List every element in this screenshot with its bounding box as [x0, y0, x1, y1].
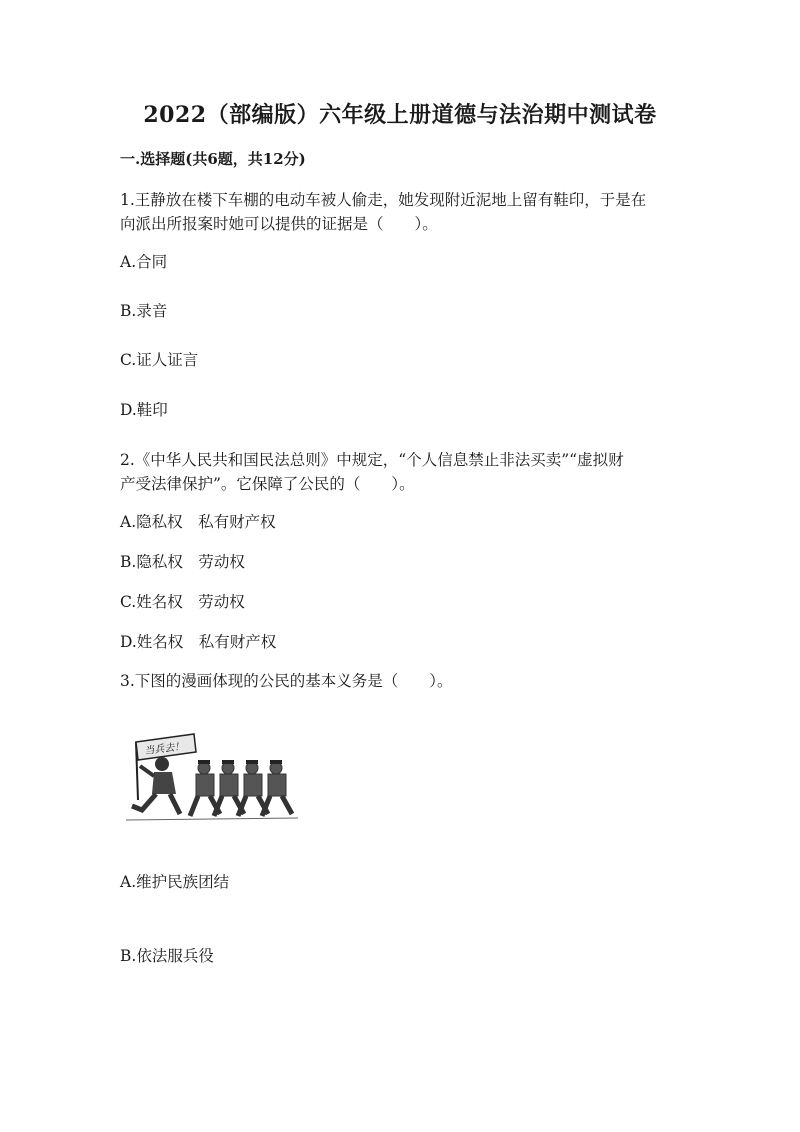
q2-option-a: A.隐私权 私有财产权 — [120, 513, 276, 531]
page-title: 2022（部编版）六年级上册道德与法治期中测试卷 — [143, 102, 657, 128]
q2-stem-line-1: 2.《中华人民共和国民法总则》中规定，“个人信息禁止非法买卖”“虚拟财 — [120, 451, 624, 469]
q1-option-c: C.证人证言 — [120, 351, 199, 369]
q2-stem-line-2: 产受法律保护”。它保障了公民的（ ）。 — [120, 475, 415, 493]
q1-stem-line-2: 向派出所报案时她可以提供的证据是（ ）。 — [120, 215, 438, 233]
comic-sign-text: 当兵去！ — [143, 741, 185, 758]
q3-stem: 3.下图的漫画体现的公民的基本义务是（ ）。 — [120, 672, 453, 690]
q2-option-d: D.姓名权 私有财产权 — [120, 633, 277, 651]
q1-option-d: D.鞋印 — [120, 401, 168, 419]
soldier-comic-image — [122, 730, 298, 824]
q1-option-a: A.合同 — [120, 253, 168, 271]
q2-option-c: C.姓名权 劳动权 — [120, 593, 245, 611]
q3-option-b: B.依法服兵役 — [120, 947, 214, 965]
section-heading: 一.选择题(共6题，共12分) — [120, 150, 306, 168]
q1-option-b: B.录音 — [120, 302, 168, 320]
q2-option-b: B.隐私权 劳动权 — [120, 553, 245, 571]
q1-stem-line-1: 1.王静放在楼下车棚的电动车被人偷走，她发现附近泥地上留有鞋印，于是在 — [120, 191, 647, 209]
q3-option-a: A.维护民族团结 — [120, 873, 230, 891]
